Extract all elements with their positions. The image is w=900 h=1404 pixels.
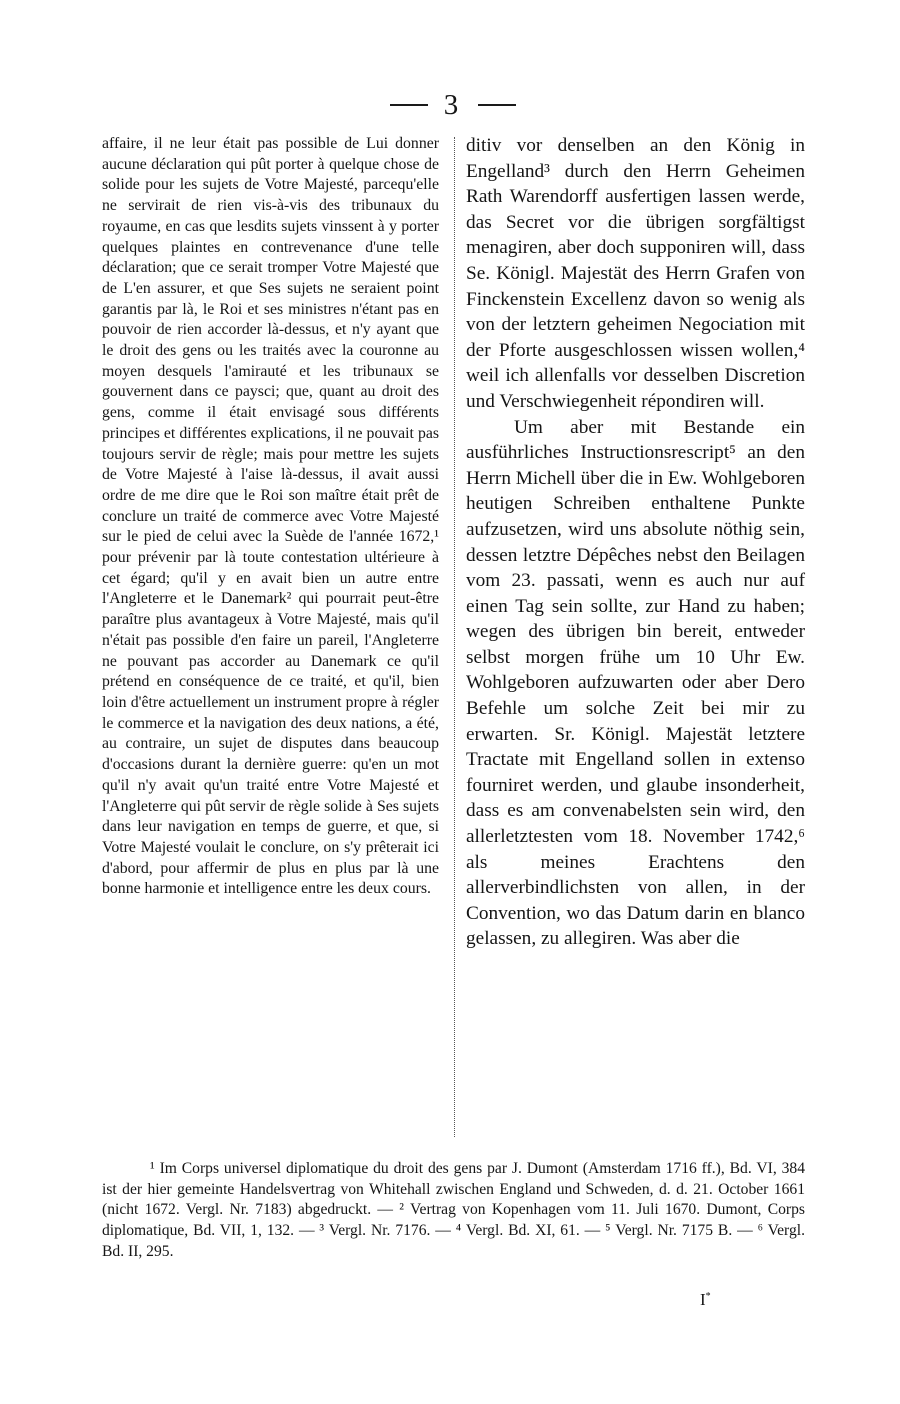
right-column-paragraph-2: Um aber mit Bestande ein ausführliches Instructionsrescript⁵ an den Herrn Michell über die in Ew. Wohlgeboren heutigen Schreiben enthaltene Punkte aufzusetzen, wird uns absolute nöthig sein, dessen letztre Dépêches nebst den Beilagen vom 23. passati, wenn es auch nur auf einen Tag sein sollte, zur Hand zu haben; wegen des übrigen bin bereit, entweder selbst morgen frühe um 10 Uhr Ew. Wohlgeboren aufzuwarten oder aber Dero Befehle um solche Zeit bei mir zu erwarten. Sr. Königl. Majestät letztere Tractate mit Engelland sollen in extenso fourniret werden, und glaube insonderheit, dass es am convenabelsten sein wird, den allerletztesten vom 18. November 1742,⁶ als meines Erachtens den allerverbindlichsten von allen, in der Convention, wo das Datum darin en blanco gelassen, zu allegiren. Was aber die <box>466 416 805 950</box>
right-column-paragraph-1: ditiv vor denselben an den König in Engelland³ durch den Herrn Geheimen Rath Warendorff ausfertigen lassen werde, das Secret vor die übrigen sorgfältigst menagiren, aber doch supponiren will, dass Se. Königl. Majestät des Herrn Grafen von Finckenstein Excellenz davon so wenig als von der letztern geheimen Negociation mit der Pforte ausgeschlossen wissen wollen,⁴ weil ich allenfalls vor desselben Discretion und Verschwiegenheit répondiren will. <box>466 135 805 412</box>
right-column <box>466 133 805 952</box>
left-column <box>102 134 439 900</box>
column-divider <box>454 137 455 1137</box>
page-header <box>0 88 900 124</box>
signature-mark <box>700 1290 711 1310</box>
page-number: 3 <box>443 89 459 121</box>
header-rule-left <box>390 104 428 106</box>
signature-letter: I <box>700 1290 706 1309</box>
left-column-text: affaire, il ne leur était pas possible de Lui donner aucune déclaration qui pût porter à quelque chose de solide pour les sujets de Votre Majesté, parcequ'elle ne servirait de rien vis-à-vis des tribunaux du royaume, en cas que lesdits sujets vinssent à y porter quelques plaintes en contrevenance d'une telle déclaration; que ce serait tromper Votre Majesté que de L'en assurer, et que Ses sujets ne seraient point garantis par là, le Roi et ses ministres n'étant pas en pouvoir de rien accorder là-dessus, et n'y ayant que le droit des gens ou les traités avec la couronne au moyen desquels l'amirauté et les tribunaux se gouvernent dans ce paysci; que, quant au droit des gens, comme il était envisagé sous différents principes et différentes explications, il ne pouvait pas toujours servir de règle; mais pour mettre les sujets de Votre Majesté à l'aise là-dessus, il avait aussi ordre de me dire que le Roi son maître était prêt de conclure un traité de commerce avec Votre Majesté sur le pied de celui avec la Suède de l'année 1672,¹ pour prévenir par là toute contestation ultérieure à cet égard; qu'il y en avait bien un autre entre l'Angleterre et le Danemark² qui pourrait peut-être paraître plus avantageux à Votre Majesté, mais qu'il n'était pas possible d'en faire un pareil, l'Angleterre ne pouvant pas accorder au Danemark ce qu'il prétend en conséquence de ce traité, et qu'il, bien loin d'être actuellement un instrument propre à régler le commerce et la navigation des deux nations, a été, au contraire, un sujet de disputes dans beaucoup d'occasions durant la dernière guerre: qu'en un mot qu'il n'y avait qu'un traité entre Votre Majesté et l'Angleterre qui pût servir de règle solide à Ses sujets dans leur navigation en temps de guerre, et que, si Votre Majesté voulait le conclure, on s'y prêterait ici d'abord, pour affermir de plus en plus par là une bonne harmonie et intelligence entre les deux cours. <box>102 135 439 898</box>
footnotes <box>102 1159 805 1263</box>
footnotes-text: ¹ Im Corps universel diplomatique du droit des gens par J. Dumont (Amsterdam 1716 ff.), Bd. VI, 384 ist der hier gemeinte Handelsvertrag von Whitehall zwischen England und Schweden, d. d. 21. October 1661 (nicht 1672. Vergl. Nr. 7183) abgedruckt. — ² Vertrag von Kopenhagen vom 11. Juli 1670. Dumont, Corps diplomatique, Bd. VII, 1, 132. — ³ Vergl. Nr. 7176. — ⁴ Vergl. Bd. XI, 61. — ⁵ Vergl. Nr. 7175 B. — ⁶ Vergl. Bd. II, 295. <box>102 1160 805 1260</box>
signature-asterisk: * <box>705 1291 711 1302</box>
header-rule-right <box>478 104 516 106</box>
